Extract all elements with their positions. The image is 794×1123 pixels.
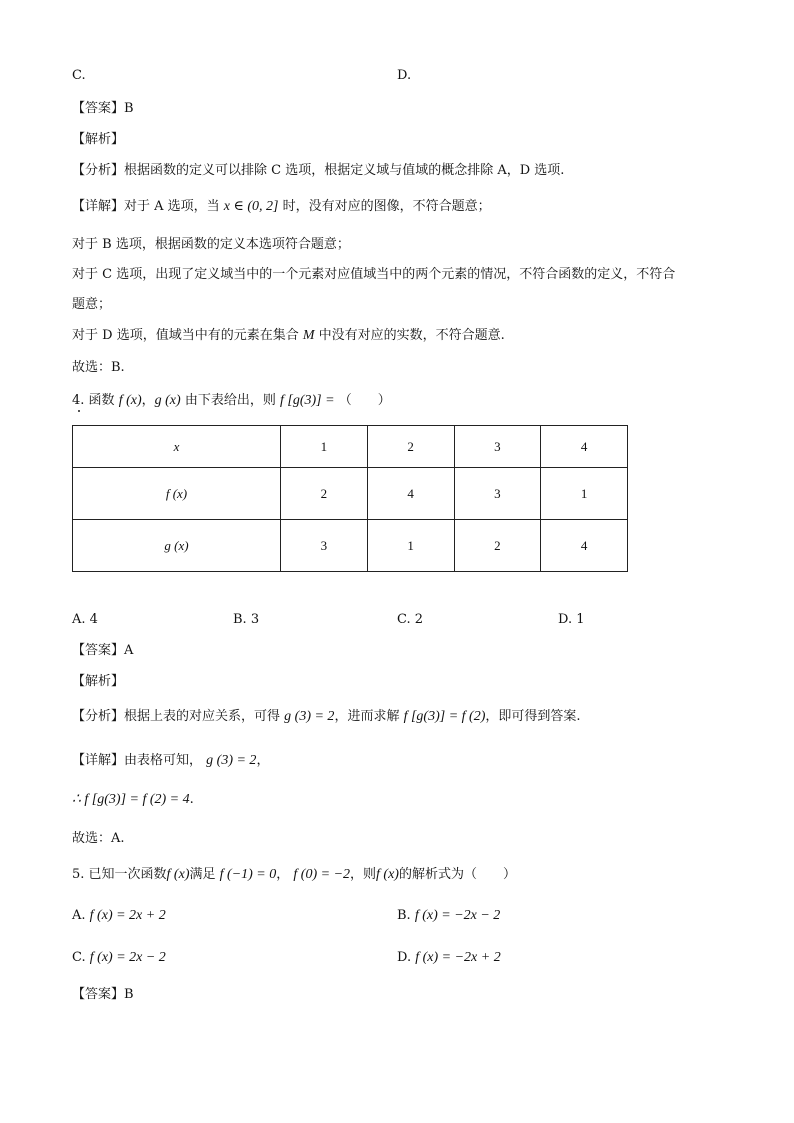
detail-q3-a [72,198,491,216]
q5-text: ，则 [350,867,377,882]
detail-text: 【详解】对于 A 选项，当 [72,199,220,214]
table-cell: 1 [367,520,454,572]
option-letter: C. [72,950,86,965]
function-table [72,425,628,572]
option-math: f (x) = −2x − 2 [414,908,501,923]
table-cell: g (x) [73,520,281,572]
q4-text: 4. 函数 [72,393,115,408]
option-math: f (x) = 2x + 2 [89,908,166,923]
q5-text: ， [276,867,290,882]
table-header-cell: 3 [454,426,541,468]
option-d-q5 [397,949,501,967]
analysis-math: g (3) = 2 [284,709,335,724]
q5-text: 5. 已知一次函数 [72,867,167,882]
set-m: M [302,328,315,343]
detail-q4 [72,752,269,770]
analysis-heading-q4: 【解析】 [72,674,125,689]
table-row [73,468,628,520]
option-c-q5 [72,949,166,967]
analysis-math: f [g(3)] = f (2) [403,709,486,724]
q5-math: f (−1) = 0 [219,867,277,882]
option-c-q4: C. 2 [397,612,424,627]
analysis-text: ，进而求解 [334,709,400,724]
q4-sep: ， [141,393,155,408]
table-cell: 2 [281,468,368,520]
therefore-math: ∴ f [g(3)] = f (2) = 4 [72,792,190,807]
domain-interval: x ∈ (0, 2] [223,199,279,214]
option-b-q4: B. 3 [233,612,260,627]
analysis-q3: 【分析】根据函数的定义可以排除 C 选项，根据定义域与值域的概念排除 A，D 选项. [72,163,565,178]
analysis-q4 [72,708,581,726]
detail-text: 时，没有对应的图像，不符合题意； [282,199,491,214]
table-cell: 3 [454,468,541,520]
option-math: f (x) = 2x − 2 [89,950,166,965]
table-cell: 3 [281,520,368,572]
table-cell: 4 [367,468,454,520]
detail-text: ， [256,753,270,768]
q5-text: 的解析式为（ ） [398,867,516,882]
q4-paren: （ ） [338,393,391,408]
option-letter: B. [397,908,411,923]
answer-q5: 【答案】B [72,987,134,1002]
answer-q3: 【答案】B [72,101,134,116]
option-b-q5 [397,907,500,925]
option-math: f (x) = −2x + 2 [415,950,501,965]
q5-math: f (x) [376,867,399,882]
table-cell: 1 [541,468,628,520]
question-5 [72,866,516,884]
q4-expr: f [g(3)] = [279,393,335,408]
therefore-dot: . [189,792,194,807]
table-header-cell: 2 [367,426,454,468]
table-row [73,520,628,572]
therefore-q4 [72,791,194,809]
detail-text: 中没有对应的实数，不符合题意. [318,328,505,343]
detail-q3-b: 对于 B 选项，根据函数的定义本选项符合题意； [72,237,350,252]
table-row [73,426,628,468]
analysis-text: 【分析】根据上表的对应关系，可得 [72,709,281,724]
table-header-cell: 4 [541,426,628,468]
analysis-heading-q3: 【解析】 [72,132,125,147]
option-c-q3: C. [72,68,86,83]
q4-fx: f (x) [118,393,142,408]
detail-q3-c1: 对于 C 选项，出现了定义域当中的一个元素对应值域当中的两个元素的情况，不符合函数的定义，不符合 [72,267,676,282]
q5-math: f (x) [166,867,190,882]
detail-q3-c2: 题意； [72,297,112,312]
table-cell: 4 [541,520,628,572]
detail-q3-d [72,327,505,345]
q5-text: 满足 [189,867,216,882]
option-d-q3: D. [397,68,412,83]
q5-math: f (0) = −2 [293,867,351,882]
choose-q3: 故选：B. [72,360,125,375]
table-cell: f (x) [73,468,281,520]
detail-text: 【详解】由表格可知， [72,753,203,768]
option-a-q4: A. 4 [72,612,98,627]
detail-text: 对于 D 选项，值域当中有的元素在集合 [72,328,299,343]
table-header-cell: 1 [281,426,368,468]
choose-q4: 故选：A. [72,831,125,846]
option-d-q4: D. 1 [558,612,585,627]
analysis-text: ，即可得到答案. [485,709,581,724]
option-letter: A. [72,908,86,923]
table-cell: 2 [454,520,541,572]
table-header-cell: x [73,426,281,468]
option-a-q5 [72,907,166,925]
detail-math: g (3) = 2 [206,753,257,768]
q4-gx: g (x) [154,393,181,408]
stray-dot [78,410,80,412]
q4-text: 由下表给出，则 [184,393,276,408]
option-letter: D. [397,950,412,965]
answer-q4: 【答案】A [72,643,134,658]
question-4 [72,392,391,410]
